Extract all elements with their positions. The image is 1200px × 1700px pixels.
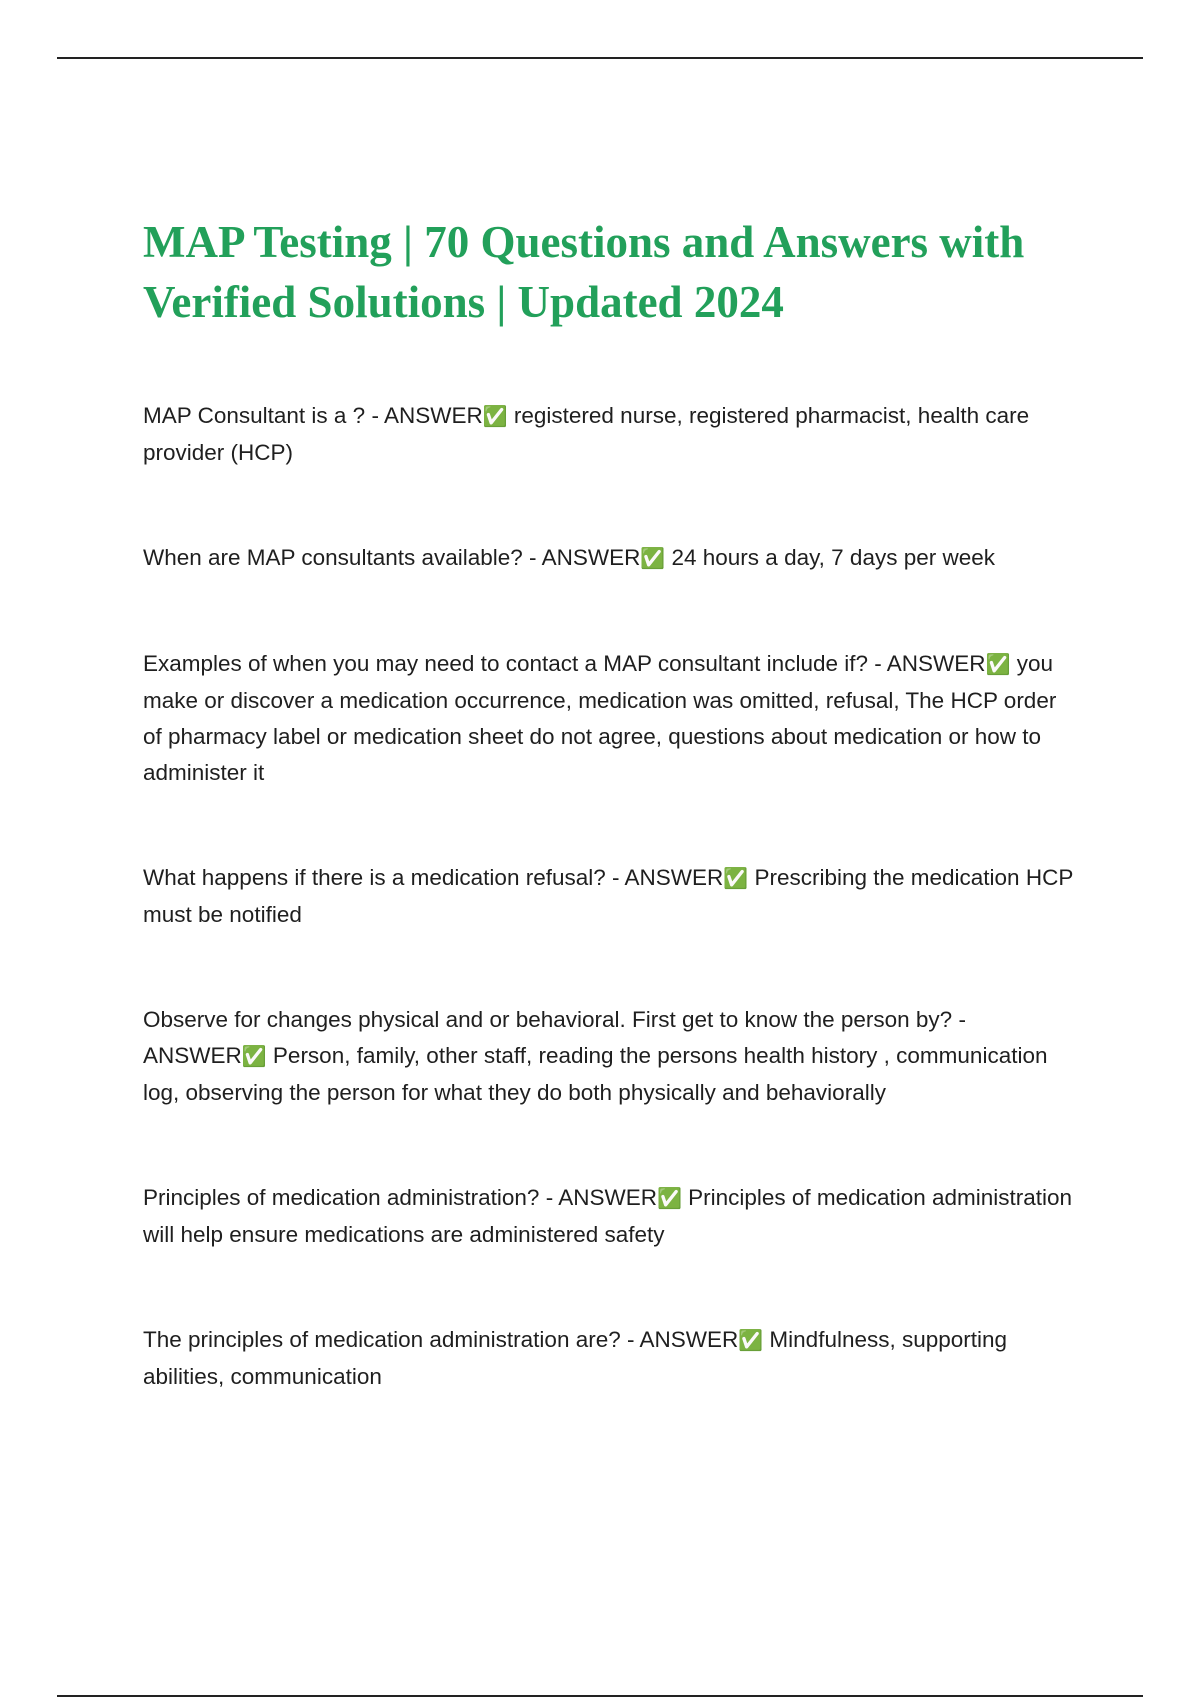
check-icon: ✅ (656, 1188, 682, 1210)
answer-label: ANSWER (624, 865, 724, 890)
qa-list (143, 398, 1073, 1395)
qa-item (143, 1180, 1073, 1253)
question-text: Observe for changes physical and or behavioral. First get to know the person by? - (143, 1007, 966, 1032)
answer-text: registered nurse, registered pharmacist, health care provider (HCP) (143, 403, 1030, 465)
document-title: MAP Testing | 70 Questions and Answers with Verified Solutions | Updated 2024 (143, 217, 1025, 327)
answer-text: you make or discover a medication occurrence, medication was omitted, refusal, The HCP order of pharmacy label or medication sheet do not agree, questions about medication or how to administer it (143, 651, 1057, 785)
answer-text: 24 hours a day, 7 days per week (665, 545, 996, 570)
answer-text: Principles of medication administration will help ensure medications are administered safety (143, 1185, 1073, 1247)
check-icon: ✅ (482, 406, 508, 428)
answer-label: ANSWER (639, 1327, 739, 1352)
qa-item (143, 1002, 1073, 1111)
question-text: What happens if there is a medication refusal? - (143, 865, 625, 890)
check-icon: ✅ (241, 1046, 267, 1068)
qa-item (143, 860, 1073, 933)
question-text: MAP Consultant is a ? - (143, 403, 384, 428)
answer-label: ANSWER (541, 545, 641, 570)
question-text: When are MAP consultants available? - (143, 545, 542, 570)
check-icon: ✅ (738, 1330, 764, 1352)
top-rule (57, 57, 1143, 59)
answer-label: ANSWER (886, 651, 986, 676)
answer-label: ANSWER (143, 1043, 242, 1068)
question-text: Examples of when you may need to contact a MAP consultant include if? - (143, 651, 887, 676)
qa-item (143, 540, 1073, 577)
question-text: The principles of medication administration are? - (143, 1327, 640, 1352)
answer-label: ANSWER (558, 1185, 657, 1210)
qa-item (143, 398, 1073, 471)
answer-label: ANSWER (383, 403, 483, 428)
check-icon: ✅ (985, 654, 1011, 676)
question-text: Principles of medication administration? - (143, 1185, 559, 1210)
qa-item (143, 1322, 1073, 1395)
answer-text: Prescribing the medication HCP must be notified (143, 865, 1073, 927)
answer-text: Person, family, other staff, reading the persons health history , communication log, observing the person for what they do both physically and behaviorally (143, 1043, 1048, 1105)
bottom-rule (57, 1695, 1143, 1697)
check-icon: ✅ (640, 548, 666, 570)
qa-item (143, 646, 1073, 791)
answer-text: Mindfulness, supporting abilities, communication (143, 1327, 1008, 1389)
check-icon: ✅ (723, 868, 749, 890)
